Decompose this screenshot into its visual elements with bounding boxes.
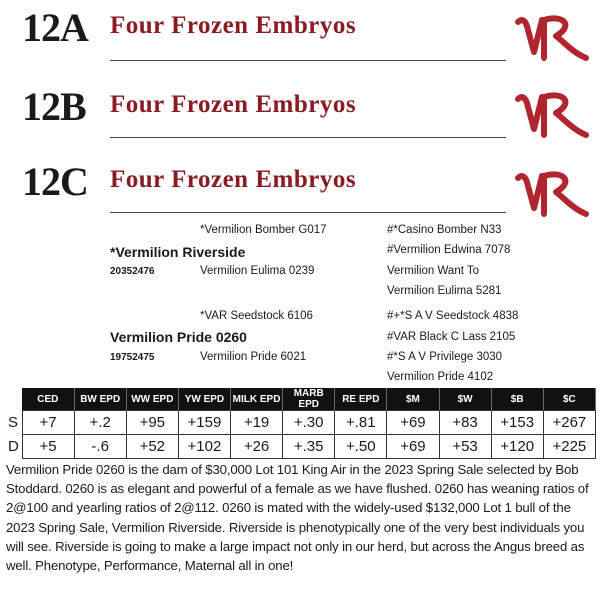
vr-brand-logo-icon <box>512 85 592 139</box>
epd-value-cell: +153 <box>491 411 543 435</box>
pedigree-dam-dam: Vermilion Pride 4102 <box>387 371 494 383</box>
pedigree-sire: *VAR Seedstock 6106 <box>200 310 313 322</box>
epd-header-cell: $B <box>491 388 543 411</box>
epd-header-row <box>8 388 596 411</box>
epd-header-cell: CED <box>22 388 74 411</box>
lot-number: 12B <box>22 84 86 129</box>
registration-number: 20352476 <box>110 266 155 277</box>
epd-value-cell: -.6 <box>74 435 126 459</box>
animal-name: Vermilion Pride 0260 <box>110 329 247 345</box>
pedigree-sire: *Vermilion Bomber G017 <box>200 224 327 236</box>
epd-header-cell: RE EPD <box>335 388 387 411</box>
epd-table <box>8 388 596 459</box>
header-spacer <box>8 388 22 411</box>
divider-rule <box>110 212 506 213</box>
divider-rule <box>110 137 506 138</box>
epd-value-cell: +102 <box>178 435 230 459</box>
table-row-sire <box>8 411 596 435</box>
epd-value-cell: +267 <box>543 411 595 435</box>
epd-header-cell: $C <box>543 388 595 411</box>
registration-number: 19752475 <box>110 352 155 363</box>
epd-value-cell: +19 <box>231 411 283 435</box>
pedigree-dam-dam: Vermilion Eulima 5281 <box>387 285 502 297</box>
lot-number: 12A <box>22 5 88 50</box>
pedigree-dam: Vermilion Eulima 0239 <box>200 265 315 277</box>
pedigree-dam-sire: Vermilion Want To <box>387 265 480 277</box>
epd-value-cell: +159 <box>178 411 230 435</box>
epd-value-cell: +225 <box>543 435 595 459</box>
epd-value-cell: +5 <box>22 435 74 459</box>
epd-header-cell: $W <box>439 388 491 411</box>
lot-description: Vermilion Pride 0260 is the dam of $30,000 Lot 101 King Air in the 2023 Spring Sale selected by Bob Stoddard. 0260 is as elegant and powerful of a female as we have flushed. 0260 has weaning ratios of 2@100 and yearling ratios of 2@112. 0260 is mated with the widely-used $132,000 Lot 1 bull of the 2023 Spring Sale, Vermilion Riverside. Riverside is phenotypically one of the very best individuals you will see. Riverside is going to make a large impact not only in our herd, but across the Angus breed as well. Phenotype, Performance, Maternal all in one! <box>6 462 589 574</box>
epd-value-cell: +26 <box>231 435 283 459</box>
epd-value-cell: +.81 <box>335 411 387 435</box>
epd-header-cell: MARB EPD <box>283 388 335 411</box>
lot-12a-header <box>0 0 600 70</box>
epd-header-cell: $M <box>387 388 439 411</box>
pedigree-sire-dam: #Vermilion Edwina 7078 <box>387 244 511 256</box>
pedigree-dam-sire: #*S A V Privilege 3030 <box>387 351 503 363</box>
pedigree-sire-sire: #+*S A V Seedstock 4838 <box>387 310 519 322</box>
table-row-dam <box>8 435 596 459</box>
lot-number: 12C <box>22 159 88 204</box>
epd-value-cell: +69 <box>387 435 439 459</box>
lot-title: Four Frozen Embryos <box>110 91 357 118</box>
epd-value-cell: +69 <box>387 411 439 435</box>
epd-header-cell: MILK EPD <box>231 388 283 411</box>
row-label: D <box>8 438 19 455</box>
animal-name: *Vermilion Riverside <box>110 244 246 260</box>
epd-value-cell: +53 <box>439 435 491 459</box>
vr-brand-logo-icon <box>512 164 592 218</box>
epd-value-cell: +.2 <box>74 411 126 435</box>
epd-header-cell: BW EPD <box>74 388 126 411</box>
epd-value-cell: +.50 <box>335 435 387 459</box>
epd-header-cell: WW EPD <box>126 388 178 411</box>
epd-header-cell: YW EPD <box>178 388 230 411</box>
row-label: S <box>8 414 19 431</box>
divider-rule <box>110 60 506 61</box>
vr-brand-logo-icon <box>512 8 592 62</box>
epd-value-cell: +52 <box>126 435 178 459</box>
lot-title: Four Frozen Embryos <box>110 12 357 39</box>
lot-12c-header <box>0 154 600 224</box>
pedigree-dam: Vermilion Pride 6021 <box>200 351 307 363</box>
lot-title: Four Frozen Embryos <box>110 166 357 193</box>
lot-12b-header <box>0 79 600 149</box>
epd-value-cell: +83 <box>439 411 491 435</box>
epd-value-cell: +95 <box>126 411 178 435</box>
epd-value-cell: +.35 <box>283 435 335 459</box>
pedigree-sire-sire: #*Casino Bomber N33 <box>387 224 502 236</box>
epd-value-cell: +.30 <box>283 411 335 435</box>
pedigree-sire-dam: #VAR Black C Lass 2105 <box>387 331 516 343</box>
epd-value-cell: +7 <box>22 411 74 435</box>
epd-value-cell: +120 <box>491 435 543 459</box>
